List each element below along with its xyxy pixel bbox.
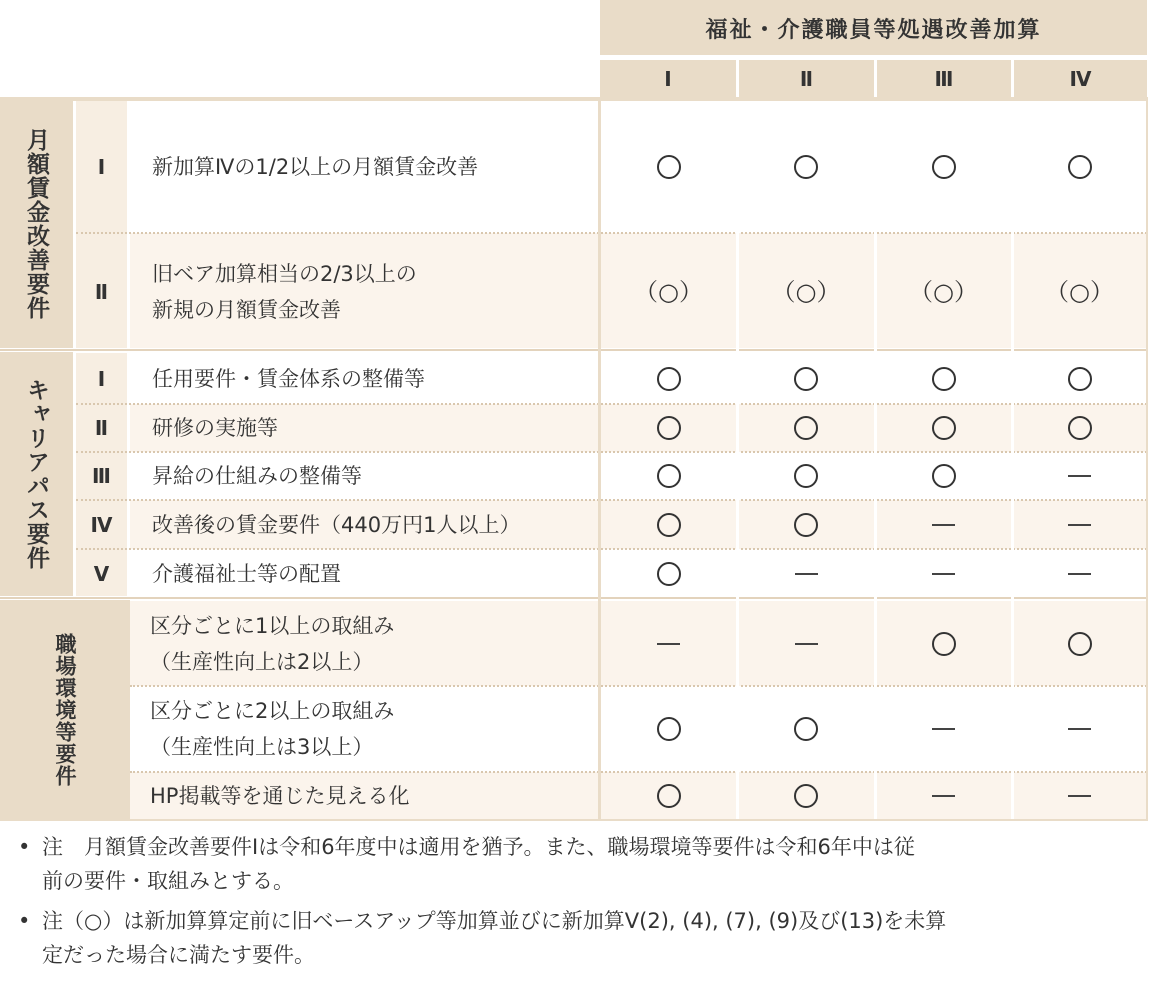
circle-mark-icon [932,155,956,179]
requirement-label [132,601,600,686]
row-sub-label: Ⅲ [76,452,127,500]
requirement-label [132,772,600,820]
status-mark [875,404,1012,452]
dash-mark-icon [932,524,955,526]
header-title: 福祉・介護職員等処遇改善加算 [600,0,1147,56]
requirement-label [132,353,600,404]
circle-mark-icon [794,416,818,440]
circle-mark-icon [657,464,681,488]
status-mark [875,100,1012,233]
status-mark [600,686,737,772]
circle-mark-icon [657,416,681,440]
status-mark [875,549,1012,598]
requirement-label-line: 区分ごとに1以上の取組み [150,613,395,638]
requirement-label [132,452,600,500]
status-mark [600,772,737,820]
requirement-label [132,233,600,350]
dash-mark-icon [1068,524,1091,526]
status-mark [600,404,737,452]
note-item [18,904,1148,972]
row-sub-label: Ⅱ [76,233,127,350]
circle-mark-icon [1068,632,1092,656]
status-mark [1012,100,1147,233]
status-mark [737,452,875,500]
table-border-right [1146,100,1148,820]
category-divider-line [0,349,1147,351]
column-divider [874,60,877,820]
requirement-label-line: 新規の月額賃金改善 [152,297,341,322]
status-mark [875,772,1012,820]
row-sub-label: Ⅰ [76,100,127,233]
column-divider [736,60,739,820]
status-mark [875,452,1012,500]
circle-mark-icon [657,562,681,586]
circle-mark-icon [794,367,818,391]
status-mark [737,601,875,686]
column-header-4: Ⅳ [1014,60,1147,97]
note-text-line: 注 月額賃金改善要件Ⅰは令和6年度中は適用を猶予。また、職場環境等要件は令和6年中は従 [42,835,915,859]
circle-mark-icon [657,717,681,741]
category-label: 月額賃金改善要件 [0,100,73,348]
column-divider [598,100,601,820]
circle-mark-icon [657,155,681,179]
dash-mark-icon [1068,728,1091,730]
row-sub-label: Ⅰ [76,353,127,404]
dash-mark-icon [1068,573,1091,575]
status-mark [1012,549,1147,598]
row-sub-label: Ⅴ [76,549,127,598]
circle-mark-icon [1068,367,1092,391]
circle-mark-icon [794,155,818,179]
status-mark [1012,404,1147,452]
status-mark [875,686,1012,772]
dash-mark-icon [795,643,818,645]
row-divider [76,232,1147,234]
circle-mark-icon [932,416,956,440]
note-text-line: 前の要件・取組みとする。 [42,869,294,893]
category-divider-line [0,597,1147,599]
circle-mark-icon [794,784,818,808]
status-mark [737,772,875,820]
circle-mark-icon [657,513,681,537]
status-mark [600,452,737,500]
circle-mark-icon [657,784,681,808]
requirement-label [132,686,600,772]
status-mark [1012,772,1147,820]
status-mark [600,353,737,404]
circle-mark-icon [657,367,681,391]
status-mark: （○） [771,277,841,306]
row-divider [130,771,1147,773]
dash-mark-icon [1068,475,1091,477]
requirement-label-line: 区分ごとに2以上の取組み [150,699,395,723]
column-header-3: Ⅲ [877,60,1011,97]
row-divider [130,685,1147,687]
circle-mark-icon [794,717,818,741]
column-header-2: Ⅱ [739,60,874,97]
dash-mark-icon [1068,795,1091,797]
note-text-line: 注（○）は新加算算定前に旧ベースアップ等加算並びに新加算Ⅴ(2), (4), (7), (9)及び(13)を未算 [42,909,947,933]
requirement-label [132,500,600,549]
requirement-label-line: 旧ベア加算相当の2/3以上の [152,261,417,286]
status-mark [1012,452,1147,500]
note-text-line: 定だった場合に満たす要件。 [42,943,315,967]
column-header-1: Ⅰ [600,60,736,97]
status-mark [600,500,737,549]
requirement-label-line: （生産性向上は3以上） [150,735,374,759]
requirement-label [132,404,600,452]
dash-mark-icon [932,795,955,797]
requirement-label-line: 新加算Ⅳの1/2以上の月額賃金改善 [152,154,479,179]
note-bullet: • [18,909,31,933]
header-border-line [600,55,1147,59]
status-mark [600,601,737,686]
status-mark [737,404,875,452]
status-mark [737,686,875,772]
row-sub-label: Ⅱ [76,404,127,452]
requirement-label-line: 任用要件・賃金体系の整備等 [152,366,425,391]
header-border-line [0,97,1148,101]
row-divider [76,403,1147,405]
circle-mark-icon [1068,155,1092,179]
status-mark: （○） [634,277,703,306]
dash-mark-icon [657,643,680,645]
status-mark [875,601,1012,686]
column-divider [1011,60,1014,820]
dash-mark-icon [795,573,818,575]
requirement-label [132,100,600,233]
status-mark [1012,686,1147,772]
status-mark [600,549,737,598]
circle-mark-icon [794,464,818,488]
category-label: 職場環境等要件 [0,600,130,820]
requirement-label-line: （生産性向上は2以上） [150,649,374,674]
circle-mark-icon [932,464,956,488]
status-mark [875,500,1012,549]
status-mark: （○） [1045,277,1114,306]
note-item [18,830,1148,898]
requirement-label-line: 研修の実施等 [152,416,278,440]
status-mark [737,353,875,404]
circle-mark-icon [932,632,956,656]
requirement-label [132,549,600,598]
status-mark [875,353,1012,404]
requirement-label-line: 昇給の仕組みの整備等 [152,464,362,488]
status-mark [737,549,875,598]
status-mark [737,100,875,233]
row-divider [76,451,1147,453]
status-mark [1012,500,1147,549]
dash-mark-icon [932,573,955,575]
dash-mark-icon [932,728,955,730]
circle-mark-icon [794,513,818,537]
status-mark [1012,353,1147,404]
status-mark [737,500,875,549]
status-mark [1012,601,1147,686]
circle-mark-icon [1068,416,1092,440]
status-mark [600,100,737,233]
requirement-label-line: HP掲載等を通じた見える化 [150,784,410,808]
circle-mark-icon [932,367,956,391]
table-border-bottom [0,819,1148,821]
status-mark: （○） [909,277,978,306]
row-divider [76,548,1147,550]
requirement-label-line: 改善後の賃金要件（440万円1人以上） [152,512,521,537]
requirement-label-line: 介護福祉士等の配置 [152,561,341,586]
row-divider [76,499,1147,501]
category-label: キャリアパス要件 [0,352,73,596]
note-bullet: • [18,835,31,859]
row-sub-label: Ⅳ [76,500,127,549]
